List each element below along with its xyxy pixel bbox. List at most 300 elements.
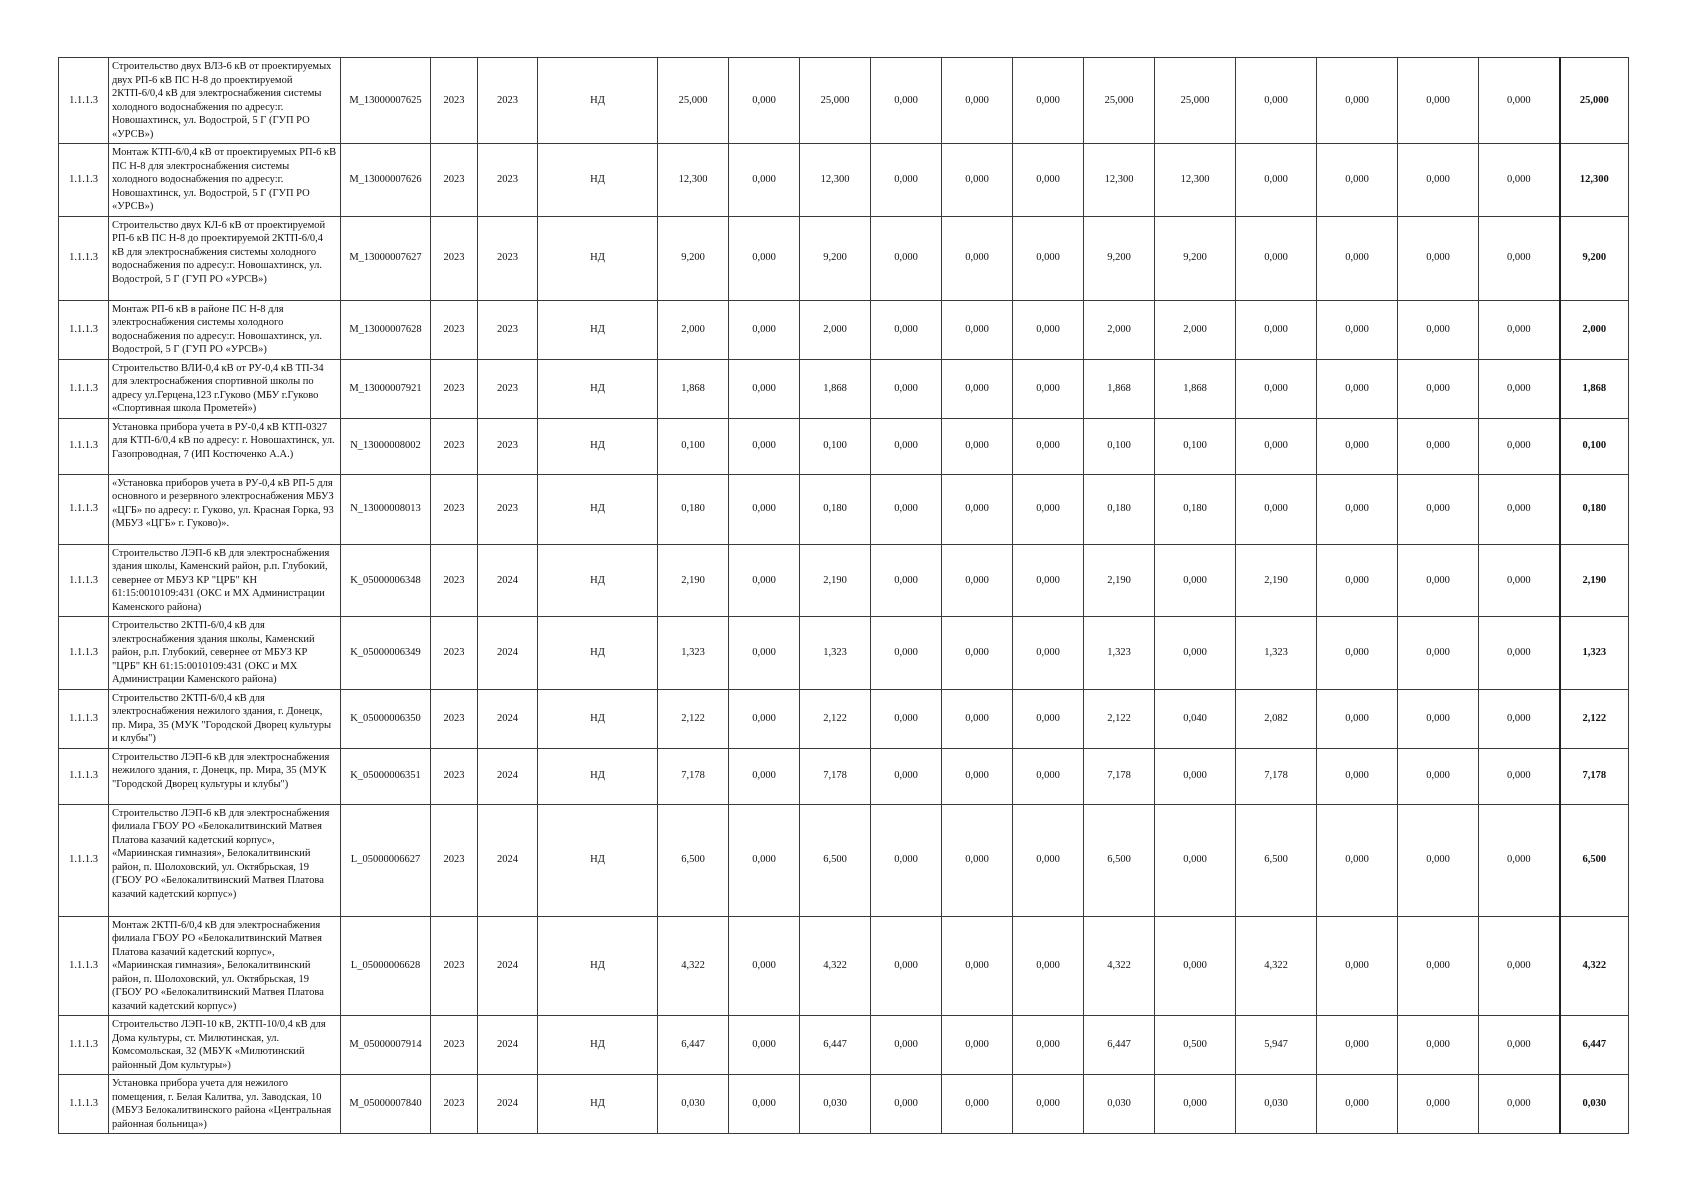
year-start-cell: 2023 (431, 1075, 478, 1134)
value-cell: 6,500 (1236, 804, 1317, 916)
value-cell: 0,180 (1155, 474, 1236, 544)
value-cell: 25,000 (658, 58, 729, 144)
value-cell: 0,000 (1317, 916, 1398, 1016)
value-cell: 7,178 (1236, 748, 1317, 804)
value-cell: 6,500 (658, 804, 729, 916)
project-code-cell: N_13000008013 (341, 474, 431, 544)
value-cell: 2,000 (800, 300, 871, 359)
value-cell: 4,322 (1084, 916, 1155, 1016)
year-start-cell: 2023 (431, 418, 478, 474)
value-cell: 0,000 (1236, 474, 1317, 544)
project-code-cell: M_13000007628 (341, 300, 431, 359)
value-cell: 0,000 (1013, 748, 1084, 804)
value-cell: 0,000 (729, 748, 800, 804)
value-cell: 0,040 (1155, 689, 1236, 748)
year-start-cell: 2023 (431, 916, 478, 1016)
value-cell: 0,000 (942, 359, 1013, 418)
total-cell: 0,180 (1560, 474, 1629, 544)
project-code-cell: N_13000008002 (341, 418, 431, 474)
status-cell: НД (538, 544, 658, 617)
value-cell: 0,000 (1479, 359, 1560, 418)
value-cell: 0,000 (1479, 300, 1560, 359)
value-cell: 0,000 (1013, 474, 1084, 544)
value-cell: 0,000 (1013, 1075, 1084, 1134)
total-cell: 6,447 (1560, 1016, 1629, 1075)
project-name-cell: Строительство 2КТП-6/0,4 кВ для электроснабжения нежилого здания, г. Донецк, пр. Мира, 35 (МУК "Городской Дворец культуры и клубы") (109, 689, 341, 748)
total-cell: 0,100 (1560, 418, 1629, 474)
value-cell: 6,500 (1084, 804, 1155, 916)
value-cell: 0,000 (871, 300, 942, 359)
value-cell: 0,000 (1013, 544, 1084, 617)
value-cell: 0,000 (729, 544, 800, 617)
value-cell: 2,122 (1084, 689, 1155, 748)
value-cell: 0,000 (1013, 804, 1084, 916)
year-end-cell: 2023 (478, 300, 538, 359)
year-end-cell: 2023 (478, 359, 538, 418)
value-cell: 9,200 (658, 216, 729, 300)
value-cell: 0,000 (942, 474, 1013, 544)
value-cell: 0,000 (1317, 359, 1398, 418)
value-cell: 0,000 (871, 1016, 942, 1075)
value-cell: 0,000 (729, 1016, 800, 1075)
project-name-cell: Строительство ВЛИ-0,4 кВ от РУ-0,4 кВ ТП-34 для электроснабжения спортивной школы по адресу ул.Герцена,123 г.Гуково (МБУ г.Гуково «Спортивная школа Прометей») (109, 359, 341, 418)
value-cell: 0,000 (871, 544, 942, 617)
total-cell: 25,000 (1560, 58, 1629, 144)
project-code-cell: M_13000007627 (341, 216, 431, 300)
total-cell: 1,868 (1560, 359, 1629, 418)
value-cell: 0,000 (1398, 617, 1479, 690)
value-cell: 2,190 (658, 544, 729, 617)
project-name-cell: «Установка приборов учета в РУ-0,4 кВ РП-5 для основного и резервного электроснабжения МБУЗ «ЦГБ» по адресу: г. Гуково, ул. Красная Горка, 93 (МБУЗ «ЦГБ» г. Гуково)». (109, 474, 341, 544)
status-cell: НД (538, 804, 658, 916)
project-code-cell: M_05000007840 (341, 1075, 431, 1134)
value-cell: 1,323 (1084, 617, 1155, 690)
value-cell: 0,000 (1398, 144, 1479, 217)
value-cell: 0,000 (729, 689, 800, 748)
value-cell: 0,180 (800, 474, 871, 544)
value-cell: 1,868 (658, 359, 729, 418)
row-number-cell: 1.1.1.3 (59, 359, 109, 418)
value-cell: 0,000 (1155, 544, 1236, 617)
value-cell: 0,100 (800, 418, 871, 474)
status-cell: НД (538, 1075, 658, 1134)
year-end-cell: 2023 (478, 418, 538, 474)
value-cell: 25,000 (1155, 58, 1236, 144)
value-cell: 0,000 (1155, 916, 1236, 1016)
value-cell: 0,000 (1317, 617, 1398, 690)
total-cell: 7,178 (1560, 748, 1629, 804)
value-cell: 0,000 (942, 144, 1013, 217)
table-row (59, 300, 1629, 359)
value-cell: 0,000 (729, 58, 800, 144)
status-cell: НД (538, 617, 658, 690)
value-cell: 0,000 (1236, 58, 1317, 144)
value-cell: 0,000 (1398, 748, 1479, 804)
value-cell: 1,323 (1236, 617, 1317, 690)
project-name-cell: Монтаж 2КТП-6/0,4 кВ для электроснабжения филиала ГБОУ РО «Белокалитвинский Матвея Платова казачий кадетский корпус», «Мариинская гимназия», Белокалитвинский район, п. Шолоховский, ул. Октябрьская, 19 (ГБОУ РО «Белокалитвинский Матвея Платова казачий кадетский корпус») (109, 916, 341, 1016)
value-cell: 0,000 (729, 617, 800, 690)
value-cell: 0,000 (871, 689, 942, 748)
table-row (59, 58, 1629, 144)
document-page (58, 57, 1629, 1134)
table-row (59, 474, 1629, 544)
project-code-cell: K_05000006348 (341, 544, 431, 617)
value-cell: 0,030 (1084, 1075, 1155, 1134)
value-cell: 0,000 (1155, 804, 1236, 916)
value-cell: 2,122 (658, 689, 729, 748)
total-cell: 9,200 (1560, 216, 1629, 300)
value-cell: 9,200 (1155, 216, 1236, 300)
value-cell: 12,300 (658, 144, 729, 217)
value-cell: 6,447 (1084, 1016, 1155, 1075)
value-cell: 0,000 (942, 418, 1013, 474)
year-start-cell: 2023 (431, 300, 478, 359)
value-cell: 0,000 (729, 144, 800, 217)
value-cell: 9,200 (1084, 216, 1155, 300)
value-cell: 0,000 (1398, 474, 1479, 544)
value-cell: 0,000 (729, 216, 800, 300)
value-cell: 2,000 (1084, 300, 1155, 359)
value-cell: 0,000 (1479, 58, 1560, 144)
project-name-cell: Строительство ЛЭП-10 кВ, 2КТП-10/0,4 кВ для Дома культуры, ст. Милютинская, ул. Комсомольская, 32 (МБУК «Милютинский районный Дом культуры») (109, 1016, 341, 1075)
value-cell: 4,322 (658, 916, 729, 1016)
value-cell: 0,000 (1479, 544, 1560, 617)
project-name-cell: Установка прибора учета для нежилого помещения, г. Белая Калитва, ул. Заводская, 10 (МБУЗ Белокалитвинского района «Центральная районная больница») (109, 1075, 341, 1134)
value-cell: 7,178 (1084, 748, 1155, 804)
value-cell: 0,000 (1398, 359, 1479, 418)
status-cell: НД (538, 474, 658, 544)
value-cell: 0,000 (871, 58, 942, 144)
value-cell: 0,000 (729, 418, 800, 474)
status-cell: НД (538, 418, 658, 474)
value-cell: 2,190 (800, 544, 871, 617)
value-cell: 0,000 (1013, 617, 1084, 690)
value-cell: 0,000 (1155, 617, 1236, 690)
value-cell: 7,178 (658, 748, 729, 804)
year-start-cell: 2023 (431, 544, 478, 617)
total-cell: 4,322 (1560, 916, 1629, 1016)
value-cell: 25,000 (1084, 58, 1155, 144)
project-code-cell: M_05000007914 (341, 1016, 431, 1075)
table-row (59, 359, 1629, 418)
value-cell: 0,500 (1155, 1016, 1236, 1075)
value-cell: 0,000 (1479, 689, 1560, 748)
total-cell: 12,300 (1560, 144, 1629, 217)
value-cell: 0,000 (1398, 216, 1479, 300)
value-cell: 0,000 (1317, 748, 1398, 804)
project-name-cell: Строительство 2КТП-6/0,4 кВ для электроснабжения здания школы, Каменский район, р.п. Глубокий, севернее от МБУЗ КР "ЦРБ" КН 61:15:0010109:431 (ОКС и МХ Администрации Каменского района) (109, 617, 341, 690)
value-cell: 0,000 (1317, 418, 1398, 474)
value-cell: 0,000 (1479, 1016, 1560, 1075)
value-cell: 2,190 (1236, 544, 1317, 617)
value-cell: 0,000 (942, 216, 1013, 300)
value-cell: 0,000 (1013, 300, 1084, 359)
table-row (59, 748, 1629, 804)
status-cell: НД (538, 689, 658, 748)
value-cell: 6,447 (800, 1016, 871, 1075)
value-cell: 12,300 (1155, 144, 1236, 217)
table-row (59, 916, 1629, 1016)
total-cell: 2,122 (1560, 689, 1629, 748)
value-cell: 0,000 (729, 1075, 800, 1134)
value-cell: 7,178 (800, 748, 871, 804)
value-cell: 0,100 (1084, 418, 1155, 474)
row-number-cell: 1.1.1.3 (59, 916, 109, 1016)
status-cell: НД (538, 300, 658, 359)
value-cell: 0,000 (1398, 1016, 1479, 1075)
total-cell: 1,323 (1560, 617, 1629, 690)
value-cell: 0,000 (1398, 544, 1479, 617)
value-cell: 25,000 (800, 58, 871, 144)
value-cell: 0,000 (1317, 144, 1398, 217)
year-start-cell: 2023 (431, 689, 478, 748)
value-cell: 0,180 (658, 474, 729, 544)
value-cell: 0,000 (729, 474, 800, 544)
value-cell: 0,180 (1084, 474, 1155, 544)
row-number-cell: 1.1.1.3 (59, 689, 109, 748)
value-cell: 0,000 (942, 804, 1013, 916)
table-row (59, 418, 1629, 474)
row-number-cell: 1.1.1.3 (59, 144, 109, 217)
year-end-cell: 2024 (478, 748, 538, 804)
value-cell: 0,000 (1479, 617, 1560, 690)
value-cell: 0,030 (800, 1075, 871, 1134)
value-cell: 0,000 (871, 748, 942, 804)
status-cell: НД (538, 916, 658, 1016)
value-cell: 0,000 (1013, 144, 1084, 217)
value-cell: 0,000 (1317, 1016, 1398, 1075)
year-start-cell: 2023 (431, 1016, 478, 1075)
year-end-cell: 2024 (478, 544, 538, 617)
value-cell: 0,000 (729, 359, 800, 418)
value-cell: 0,100 (658, 418, 729, 474)
value-cell: 6,447 (658, 1016, 729, 1075)
row-number-cell: 1.1.1.3 (59, 300, 109, 359)
row-number-cell: 1.1.1.3 (59, 617, 109, 690)
investment-program-table (58, 57, 1629, 1134)
value-cell: 0,000 (942, 617, 1013, 690)
row-number-cell: 1.1.1.3 (59, 544, 109, 617)
value-cell: 0,000 (871, 216, 942, 300)
value-cell: 0,000 (1479, 916, 1560, 1016)
value-cell: 2,000 (658, 300, 729, 359)
year-end-cell: 2024 (478, 1075, 538, 1134)
year-end-cell: 2023 (478, 216, 538, 300)
value-cell: 0,000 (871, 916, 942, 1016)
value-cell: 0,100 (1155, 418, 1236, 474)
value-cell: 2,190 (1084, 544, 1155, 617)
year-end-cell: 2024 (478, 1016, 538, 1075)
year-end-cell: 2024 (478, 617, 538, 690)
value-cell: 0,000 (1236, 300, 1317, 359)
year-start-cell: 2023 (431, 474, 478, 544)
project-name-cell: Строительство двух ВЛЗ-6 кВ от проектируемых двух РП-6 кВ ПС Н-8 до проектируемой 2КТП-6/0,4 кВ для электроснабжения системы холодного водоснабжения по адресу:г. Новошахтинск, ул. Водострой, 5 Г (ГУП РО «УРСВ») (109, 58, 341, 144)
project-code-cell: L_05000006627 (341, 804, 431, 916)
table-row (59, 617, 1629, 690)
value-cell: 0,000 (1398, 1075, 1479, 1134)
value-cell: 0,000 (729, 916, 800, 1016)
value-cell: 0,000 (1317, 1075, 1398, 1134)
table-row (59, 804, 1629, 916)
value-cell: 0,000 (1317, 58, 1398, 144)
value-cell: 0,000 (942, 1016, 1013, 1075)
table-body (59, 58, 1629, 1134)
project-name-cell: Строительство ЛЭП-6 кВ для электроснабжения здания школы, Каменский район, р.п. Глубокий, севернее от МБУЗ КР "ЦРБ" КН 61:15:0010109:431 (ОКС и МХ Администрации Каменского района) (109, 544, 341, 617)
status-cell: НД (538, 748, 658, 804)
value-cell: 0,000 (942, 689, 1013, 748)
project-code-cell: K_05000006350 (341, 689, 431, 748)
value-cell: 0,000 (1236, 216, 1317, 300)
value-cell: 1,323 (658, 617, 729, 690)
value-cell: 0,000 (729, 804, 800, 916)
row-number-cell: 1.1.1.3 (59, 1016, 109, 1075)
value-cell: 12,300 (800, 144, 871, 217)
project-name-cell: Строительство ЛЭП-6 кВ для электроснабжения нежилого здания, г. Донецк, пр. Мира, 35 (МУК "Городской Дворец культуры и клубы") (109, 748, 341, 804)
value-cell: 0,000 (942, 916, 1013, 1016)
table-row (59, 144, 1629, 217)
value-cell: 5,947 (1236, 1016, 1317, 1075)
year-end-cell: 2024 (478, 689, 538, 748)
total-cell: 2,190 (1560, 544, 1629, 617)
value-cell: 9,200 (800, 216, 871, 300)
status-cell: НД (538, 144, 658, 217)
year-end-cell: 2024 (478, 916, 538, 1016)
year-start-cell: 2023 (431, 804, 478, 916)
value-cell: 0,000 (729, 300, 800, 359)
value-cell: 1,868 (1155, 359, 1236, 418)
row-number-cell: 1.1.1.3 (59, 216, 109, 300)
table-row (59, 216, 1629, 300)
value-cell: 0,000 (1479, 144, 1560, 217)
value-cell: 0,000 (1013, 418, 1084, 474)
value-cell: 0,000 (1317, 300, 1398, 359)
value-cell: 0,000 (1479, 1075, 1560, 1134)
value-cell: 0,000 (942, 300, 1013, 359)
value-cell: 0,000 (1317, 544, 1398, 617)
value-cell: 0,000 (1479, 804, 1560, 916)
value-cell: 4,322 (800, 916, 871, 1016)
project-code-cell: K_05000006349 (341, 617, 431, 690)
value-cell: 0,000 (1013, 58, 1084, 144)
value-cell: 0,000 (1317, 804, 1398, 916)
status-cell: НД (538, 216, 658, 300)
year-end-cell: 2023 (478, 144, 538, 217)
project-code-cell: M_13000007625 (341, 58, 431, 144)
value-cell: 0,000 (871, 1075, 942, 1134)
row-number-cell: 1.1.1.3 (59, 804, 109, 916)
value-cell: 0,000 (1317, 474, 1398, 544)
project-code-cell: K_05000006351 (341, 748, 431, 804)
value-cell: 0,000 (942, 1075, 1013, 1134)
table-row (59, 689, 1629, 748)
project-code-cell: M_13000007921 (341, 359, 431, 418)
row-number-cell: 1.1.1.3 (59, 58, 109, 144)
value-cell: 0,000 (1013, 1016, 1084, 1075)
value-cell: 0,000 (1317, 689, 1398, 748)
value-cell: 0,000 (871, 418, 942, 474)
status-cell: НД (538, 58, 658, 144)
row-number-cell: 1.1.1.3 (59, 418, 109, 474)
table-row (59, 1075, 1629, 1134)
project-name-cell: Монтаж КТП-6/0,4 кВ от проектируемых РП-6 кВ ПС Н-8 для электроснабжения системы холодного водоснабжения по адресу:г. Новошахтинск, ул. Водострой, 5 Г (ГУП РО «УРСВ») (109, 144, 341, 217)
value-cell: 0,000 (871, 617, 942, 690)
value-cell: 0,000 (1398, 300, 1479, 359)
value-cell: 0,000 (1317, 216, 1398, 300)
value-cell: 0,000 (1398, 804, 1479, 916)
value-cell: 2,000 (1155, 300, 1236, 359)
project-name-cell: Установка прибора учета в РУ-0,4 кВ КТП-0327 для КТП-6/0,4 кВ по адресу: г. Новошахтинск, ул. Газопроводная, 7 (ИП Костюченко А.А.) (109, 418, 341, 474)
value-cell: 0,000 (1155, 748, 1236, 804)
project-name-cell: Монтаж РП-6 кВ в районе ПС Н-8 для электроснабжения системы холодного водоснабжения по адресу:г. Новошахтинск, ул. Водострой, 5 Г (ГУП РО «УРСВ») (109, 300, 341, 359)
value-cell: 0,000 (871, 474, 942, 544)
project-code-cell: M_13000007626 (341, 144, 431, 217)
year-start-cell: 2023 (431, 748, 478, 804)
value-cell: 0,000 (1013, 216, 1084, 300)
value-cell: 0,000 (1236, 418, 1317, 474)
value-cell: 0,000 (1398, 58, 1479, 144)
value-cell: 0,030 (658, 1075, 729, 1134)
year-start-cell: 2023 (431, 359, 478, 418)
value-cell: 4,322 (1236, 916, 1317, 1016)
value-cell: 0,000 (1398, 689, 1479, 748)
value-cell: 0,000 (1013, 916, 1084, 1016)
year-end-cell: 2023 (478, 58, 538, 144)
year-start-cell: 2023 (431, 617, 478, 690)
value-cell: 0,000 (871, 359, 942, 418)
value-cell: 0,000 (942, 544, 1013, 617)
value-cell: 2,122 (800, 689, 871, 748)
year-start-cell: 2023 (431, 58, 478, 144)
value-cell: 0,000 (1013, 359, 1084, 418)
row-number-cell: 1.1.1.3 (59, 748, 109, 804)
value-cell: 0,000 (1398, 418, 1479, 474)
value-cell: 0,000 (1236, 359, 1317, 418)
value-cell: 0,000 (1479, 748, 1560, 804)
total-cell: 0,030 (1560, 1075, 1629, 1134)
year-end-cell: 2024 (478, 804, 538, 916)
value-cell: 0,030 (1236, 1075, 1317, 1134)
table-row (59, 1016, 1629, 1075)
value-cell: 12,300 (1084, 144, 1155, 217)
value-cell: 2,082 (1236, 689, 1317, 748)
value-cell: 0,000 (1479, 216, 1560, 300)
value-cell: 1,868 (1084, 359, 1155, 418)
status-cell: НД (538, 359, 658, 418)
value-cell: 0,000 (1398, 916, 1479, 1016)
value-cell: 0,000 (1479, 418, 1560, 474)
value-cell: 6,500 (800, 804, 871, 916)
table-row (59, 544, 1629, 617)
row-number-cell: 1.1.1.3 (59, 1075, 109, 1134)
status-cell: НД (538, 1016, 658, 1075)
year-end-cell: 2023 (478, 474, 538, 544)
total-cell: 2,000 (1560, 300, 1629, 359)
value-cell: 0,000 (1013, 689, 1084, 748)
value-cell: 0,000 (942, 748, 1013, 804)
value-cell: 0,000 (1155, 1075, 1236, 1134)
year-start-cell: 2023 (431, 216, 478, 300)
value-cell: 0,000 (1236, 144, 1317, 217)
row-number-cell: 1.1.1.3 (59, 474, 109, 544)
value-cell: 0,000 (1479, 474, 1560, 544)
project-code-cell: L_05000006628 (341, 916, 431, 1016)
project-name-cell: Строительство ЛЭП-6 кВ для электроснабжения филиала ГБОУ РО «Белокалитвинский Матвея Платова казачий кадетский корпус», «Мариинская гимназия», Белокалитвинский район, п. Шолоховский, ул. Октябрьская, 19 (ГБОУ РО «Белокалитвинский Матвея Платова казачий кадетский корпус») (109, 804, 341, 916)
value-cell: 0,000 (871, 804, 942, 916)
year-start-cell: 2023 (431, 144, 478, 217)
value-cell: 0,000 (871, 144, 942, 217)
value-cell: 1,323 (800, 617, 871, 690)
value-cell: 1,868 (800, 359, 871, 418)
